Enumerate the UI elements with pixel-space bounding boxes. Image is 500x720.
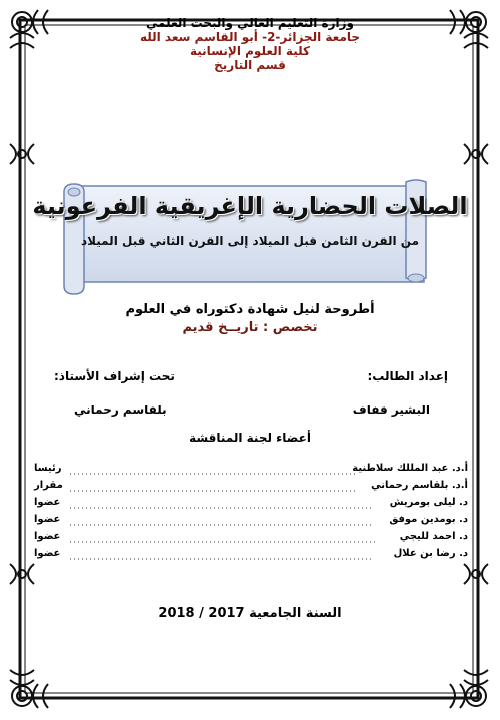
member-role: رئيسا [34, 463, 62, 474]
committee-member [34, 514, 468, 530]
academic-year: السنة الجامعية 2017 / 2018 [158, 606, 342, 621]
member-name: د. رضا بن علال [393, 548, 468, 559]
student-label: إعداد الطالب: [367, 369, 448, 383]
committee-member [34, 480, 468, 496]
member-role: عضوا [34, 497, 61, 508]
member-name: أ.د. بلقاسم رحماني [371, 480, 468, 491]
committee-member [34, 463, 468, 479]
ministry-line: وزارة التعليم العالي والبحث العلمي [145, 16, 355, 30]
student-name: البشير قفاف [352, 403, 430, 417]
institution-header [0, 16, 500, 72]
member-name: أ.د. عبد المللك سلاطنية [352, 463, 468, 474]
member-role: عضوا [34, 548, 61, 559]
dot-leader [34, 480, 468, 496]
member-role: مقرار [34, 480, 63, 491]
member-name: د. بومدين موفق [389, 514, 468, 525]
member-name: د. ليلى بومريش [389, 497, 468, 508]
specialty-line: تخصص : تاريــخ قديم [182, 320, 318, 335]
thesis-title: الصلات الحضارية الإغريقية الفرعونية [32, 192, 468, 220]
faculty-line: كلية العلوم الإنسانية [190, 44, 310, 58]
committee-title: أعضاء لجنة المناقشة [189, 431, 311, 445]
committee-member [34, 497, 468, 513]
committee-member [34, 531, 468, 547]
dot-leader [34, 497, 468, 513]
degree-line: أطروحة لنيل شهادة دكتوراه في العلوم [125, 302, 375, 317]
dot-leader [34, 463, 468, 479]
thesis-description [0, 302, 500, 335]
university-line: جامعة الجزائر-2- أبو القاسم سعد الله [139, 30, 361, 44]
dot-leader [34, 548, 468, 564]
department-line: قسم التاريخ [214, 58, 286, 72]
member-name: د. احمد لليجي [399, 531, 468, 542]
member-role: عضوا [34, 531, 61, 542]
supervisor-label: تحت إشراف الأستاذ: [54, 369, 175, 383]
supervisor-name: بلقاسم رحماني [74, 403, 167, 417]
member-role: عضوا [34, 514, 61, 525]
dot-leader [34, 514, 468, 530]
committee-member [34, 548, 468, 564]
dot-leader [34, 531, 468, 547]
thesis-subtitle: من القرن الثامن قبل الميلاد إلى القرن الثاني قبل الميلاد [80, 234, 420, 248]
